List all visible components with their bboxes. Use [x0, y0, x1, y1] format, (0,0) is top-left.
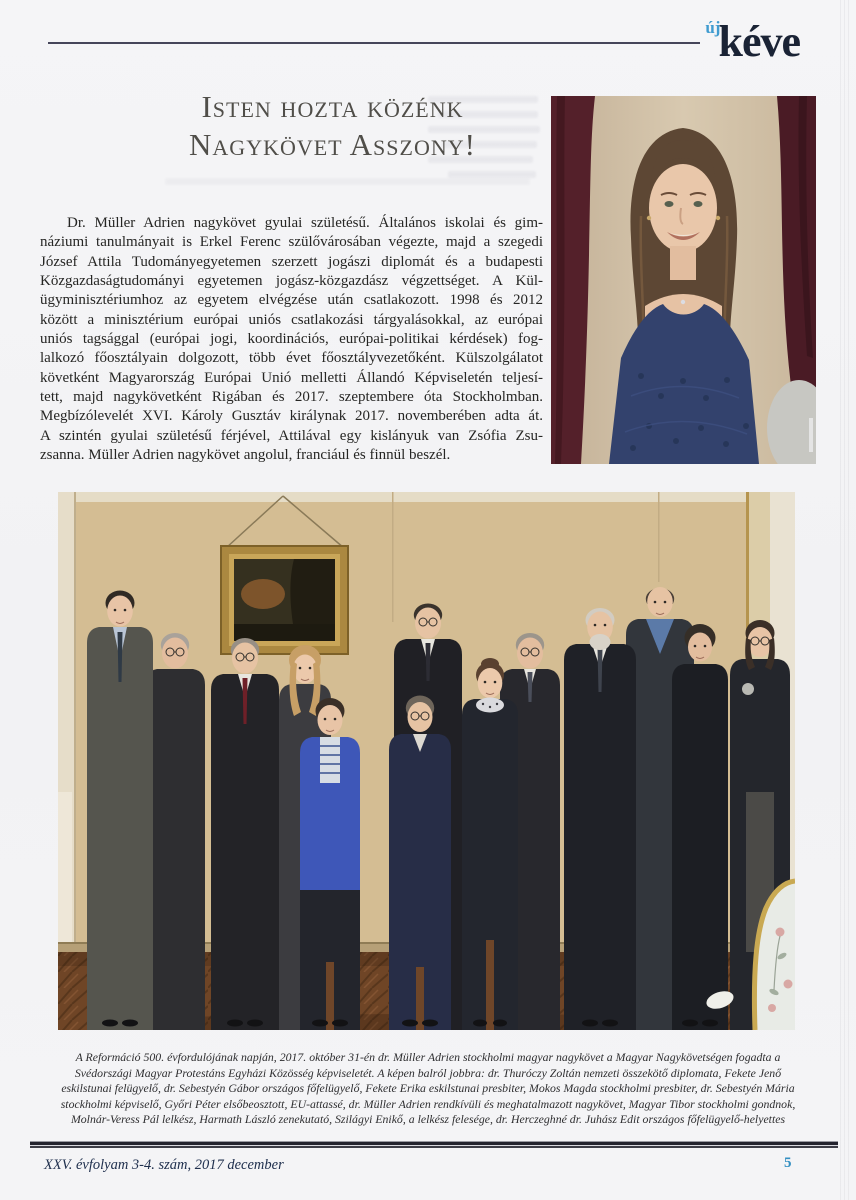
- person: [145, 633, 205, 1030]
- person: [389, 696, 451, 1031]
- fireplace-edge: [58, 792, 72, 952]
- body-text-line: uniós tagsággal (európai jogi, koordinációs, európai-politikai kérdések) fog-: [40, 331, 543, 348]
- magazine-logo: [705, 16, 800, 64]
- body-text-line: követként Magyarország Európai Unió melletti Állandó Képviseletén teljesí-: [40, 369, 543, 386]
- logo-name: kéve: [718, 17, 800, 66]
- body-text-line: Közgazdaságtudományi egyetemen jogász-közgazdász végzettséget. A Kül-: [40, 273, 543, 290]
- footer-rule: [30, 1141, 838, 1148]
- group-photo: [58, 492, 795, 1030]
- person: [300, 698, 360, 1030]
- caption-line: A Reformáció 500. évfordulójának napján, 2017. október 31-én dr. Müller Adrien stockholmi magyar nagykövet a Magyar Nagykövetségen fogadta a: [75, 1050, 781, 1064]
- article-title: [125, 88, 540, 164]
- person: [564, 608, 636, 1030]
- photo-caption: [33, 1050, 823, 1128]
- page-number: 5: [784, 1155, 792, 1171]
- body-text-line: József Attila Tudományegyetemen szerzett jogászi diplomát és a budapesti: [40, 253, 543, 270]
- article-body: [40, 214, 543, 465]
- scan-edge-shadow: [840, 0, 852, 1200]
- caption-line: Molnár-Veress Pál lelkész, Harmath László zenekutató, Szilágyi Enikő, a lelkész felesége, dr. Herczeghné dr. Juhász Edit országos főfelügyelő-helyettes: [70, 1112, 786, 1127]
- body-text-line: tett, majd nagykövetként Rigában és 2017. szeptembere óta Stockholmban.: [40, 389, 543, 406]
- caption-line: stockholmi képviselő, Győri Péter elsőbeosztott, EU-attassé, dr. Müller Adrien rendkívüli és meghatalmazott nagykövet, Magyar Tibor stockholmi gondnok,: [60, 1096, 796, 1111]
- body-text-line: Megbízólevelét XVI. Károly Gusztáv királynak 2017. novemberében adta át.: [40, 408, 543, 425]
- caption-line: eskilstunai felügyelő, dr. Sebestyén Gábor országos főfelügyelő, Fekete Erika eskilstunai presbiter, Mokos Magda stockholmi presbiter, dr. Sebestyén Mária: [61, 1081, 795, 1096]
- person-ambassador: [462, 658, 518, 1030]
- body-text-line: náziumi tanulmányait is Erkel Ferenc szülővárosában végezte, majd a szegedi: [40, 234, 543, 251]
- flower-brooch: [742, 683, 754, 695]
- patterned-scarf: [476, 698, 504, 713]
- body-text-line: között a minisztérium európai uniós csatlakozási tárgyalásokkal, az európai: [40, 311, 543, 328]
- person: [211, 638, 279, 1030]
- body-text-line: Dr. Müller Adrien nagykövet gyulai születésű. Általános iskolai és gim-: [67, 215, 543, 231]
- page-bleed-through-2: [165, 178, 535, 193]
- body-text-line: ügyminisztériumhoz az egyetem elvégzése után csatlakozott. 1998 és 2012: [40, 292, 543, 309]
- body-text-line: A szintén gyulai születésű férjével, Attilával egy kislányuk van Zsófia Zsu-: [40, 427, 543, 444]
- person: [87, 591, 153, 1031]
- article-title-line2: Nagykövet Asszony!: [189, 127, 476, 162]
- body-text-line: lalkozó főosztályain dolgozott, több évet főosztályvezetőként. Külszolgálatot: [40, 350, 543, 367]
- footer-issue-label: XXV. évfolyam 3-4. szám, 2017 december: [44, 1157, 284, 1173]
- logo-prefix: új: [705, 18, 721, 37]
- caption-line: Svédországi Magyar Protestáns Egyházi Közösség képviseletét. A képen balról jobbra: dr. Thuróczy Zoltán nemzeti összekötő diplomata, Fekete Jenő: [74, 1065, 782, 1080]
- article-title-line1: Isten hozta közénk: [201, 89, 464, 124]
- photo-credit-strip: [809, 418, 813, 452]
- header-rule: [48, 42, 700, 44]
- portrait-photo: [551, 96, 816, 464]
- body-text-line: zsanna. Müller Adrien nagykövet angolul, franciául és finnül beszél.: [40, 447, 451, 464]
- person: [672, 624, 728, 1030]
